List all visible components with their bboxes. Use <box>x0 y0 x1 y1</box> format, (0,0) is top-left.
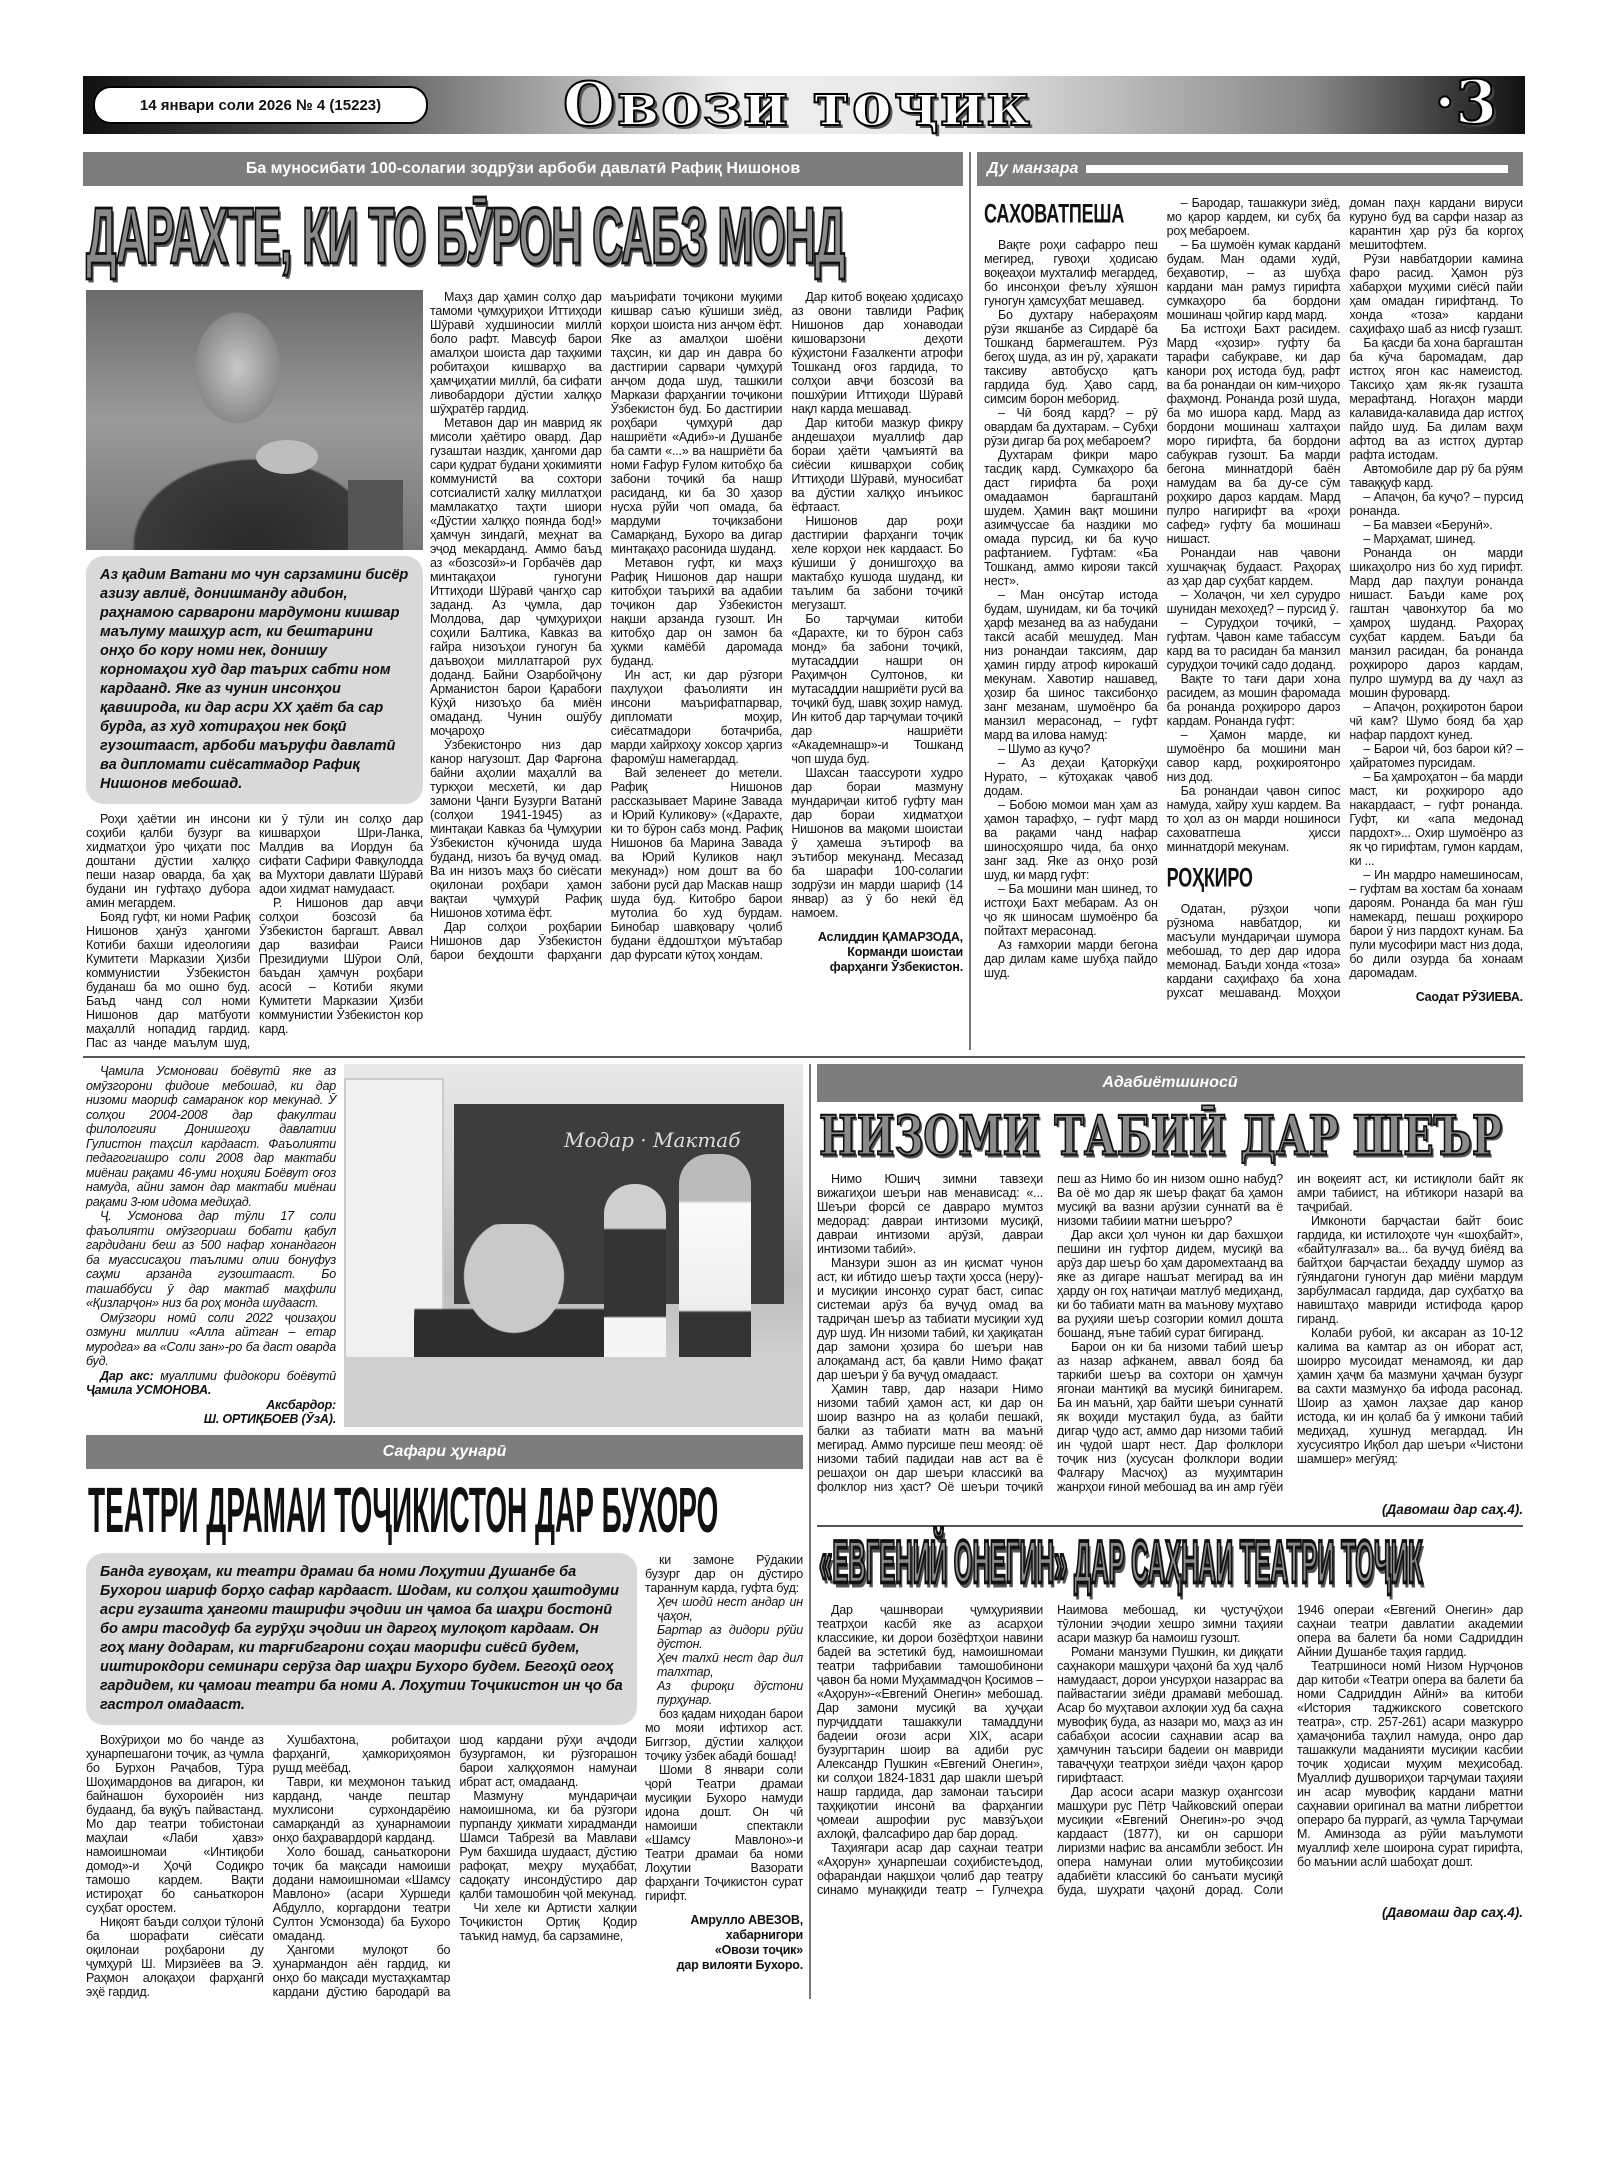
paragraph: Нишонов дар роҳи дастгирии фарҳанги тоҷик хеле корҳои нек кардааст. Бо кӯшиши ӯ донишгоҳҳо ва мактабҳо кушода шуданд, ки таълим ба забони тоҷикӣ мегузашт. <box>791 514 963 612</box>
theatre-left <box>86 1553 637 1999</box>
blackboard-text: Модар · Мактаб <box>564 1128 741 1152</box>
paragraph: Ронандаи нав ҷавони хушчақчақ будааст. Раҳораҳ аз ҳар дар суҳбат кардем. <box>1166 546 1341 588</box>
paragraph: Холо бошад, саньаткорони тоҷик ба мақсади намоиши додани намоишномаи «Шамсу Мавлоно» (асари Хуршеди Абдулло, коргардони театри Султон Усмонзода) ба Бухоро омаданд. <box>272 1844 451 1943</box>
paragraph: Омӯзгори номӣ соли 2022 ҷоизаҳои озмуни миллии «Алла айтган – етар муродга» ва «Соли зан»-ро ба даст оварда буд. <box>86 1310 336 1368</box>
issue-date <box>93 86 428 124</box>
paragraph: Колаби рубоӣ, ки аксаран аз 10-12 калима ва камтар аз он иборат аст, шоирро мусоидат менамояд, ки дар ҳамин ҳаҷм ба мазмуни ҳаҷман бузург ва сахти мазмунҳо ба ифода расонад. Шоир аз ҳамон лаҳзае дар канор истода, ки ин қолаб ба ӯ имкони табиӣ медиҳад, хушнуд мегардад. Ин хусусиятро Иқбол дар шеъри «Чистони шамшер» мегӯяд: <box>1297 1326 1523 1466</box>
paragraph: Ронанда он марди шикаҳолро низ бо худ гирифт. Мард дар паҳлуи ронанда нишаст. Баъди каме роҳ гаштан ҷавонхутор ба мо ҳамроҳ шуданд. Раҳораҳ суҳбат кардем. Баъди ба манзил расидан, ба ронанда роҳкироро дароз кардам, пулро шумурд ва ду чаҳл аз мошин фуровард. <box>1349 546 1523 700</box>
paragraph: – Шумо аз куҷо? <box>998 742 1091 756</box>
hand-shape <box>256 440 318 474</box>
main-article-body-a <box>86 812 423 1050</box>
paragraph: – Ба мавзеи «Берунӣ». <box>1363 518 1493 532</box>
paragraph: Чи хеле ки Артисти халқии Тоҷикистон Ортиқ Қодир таъкид намуд, ба сарзамине, <box>459 1900 637 1943</box>
verse-block <box>645 1595 803 1707</box>
continued-note: (Давомаш дар саҳ.4). <box>1382 1905 1523 1920</box>
paragraph: Р. Нишонов дар авҷи солҳои бозсозӣ ба Ӯзбекистон баргашт. Аввал дар вазифаи Раиси Президиуми Шӯрои Олӣ, баъдан ҳамчун роҳбари асосӣ – Котиби якуми Кумитети Марказии Ҳизби коммунистии Ӯзбекистон кор кард. <box>259 896 423 1036</box>
lead-quote: Аз қадим Ватани мо чун сарзамини бисёр азизу авлиё, донишманду адибон, раҳнамою сарварони мардумони кишвар маълуму машҳур аст, ки бештарини онҳо бо кору номи нек, донишу корномаҳои худ дар таърих сабти ном кардаанд. Яке аз чунин инсонҳои қавиирода, ки дар асри XX ҳаёт ба сар бурда, аз худ хотираҳои нек боқӣ гузоштааст, арбоби маъруфи давлатӣ ва дипломати сиёсатмадор Рафиқ Нишонов мебошад. <box>86 556 423 804</box>
paragraph: Ба ронандаи ҷавон сипос намуда, хайру хуш кардем. Ва то ҳол аз он марди ношиноси саховатпеша ҳисси миннатдорӣ мекунам. <box>1166 784 1341 854</box>
paragraph: – Холаҷон, чи хел сурудро шунидан мехоҳед? – пурсид ӯ. <box>1166 588 1341 616</box>
story-title-2-text: РОҲКИРО <box>1166 862 1253 893</box>
paragraph: Дар китоб воқеаю ҳодисаҳо аз овони тавлиди Рафиқ Нишонов дар хонаводаи кишоварзони деҳоти кӯҳистони Ғазалкенти атрофи Тошканд оғоз гардида, то солҳои авҷи бозсозӣ ва пошхӯрии Иттиҳоди Шӯравӣ нақл карда мешавад. <box>791 290 963 416</box>
teacher-photo <box>344 1064 803 1427</box>
paragraph: – Марҳамат, шинед. <box>1363 532 1476 546</box>
paragraph: Шоми 8 январи соли ҷорӣ Театри драмаи мусиқии Бухоро намуди идона дошт. Он чӣ намоиши спектакли «Шамсу Мавлоно»-и Театри драмаи ба номи Лоҳутии Вазорати фарҳанги Тоҷикистон сурат гирифт. <box>645 1762 803 1903</box>
author-name: Амрулло АВЕЗОВ, <box>690 1912 803 1927</box>
verse-line: Бартар аз дидори рӯйи дӯстон. <box>657 1622 803 1651</box>
paragraph: Маҳз дар ҳамин солҳо дар тамоми ҷумҳуриҳои Иттиҳоди Шӯравӣ худшиносии миллӣ боло рафт. Мавсуф барои амалҳои шоиста дар таҳкими робитаҳои кишварҳо ва ҳамҷиҳатии миллӣ, ба сифати ливобардори дӯстии халқҳо шӯҳратёр гардид. <box>430 290 602 416</box>
right-article <box>977 152 1523 1050</box>
onegin-text <box>817 1603 1523 1897</box>
paragraph: Ин аст, ки дар рӯзгори паҳлуҳои фаъолияти ин инсони маърифатпарвар, дипломати моҳир, сиёсатмадори ботачриба, марди хайрхоҳу хоксор ҳаргиз фаромӯш намегардад. <box>610 668 783 766</box>
onegin-body <box>817 1603 1523 1897</box>
main-left-block <box>86 290 423 1050</box>
continued-note: (Давомаш дар саҳ.4). <box>1382 1502 1523 1517</box>
paragraph: Вай зеленеет до метели. Рафиқ Нишонов рассказывает Марине Завада и Юрий Куликову» («Дарахте, ки то бӯрон сабз монд. Рафиқ Нишонов ба Марина Завада ва Юрий Куликов нақл мекунад») ном дошт ва бо забони русӣ дар Маскав нашр шуда буд. Китобро барои мутолиа бо худ бурдам. Бинобар шавқовару ҷолиб будани ёддоштҳои мӯътабар дар фурсати кӯтоҳ хондам. <box>610 766 783 962</box>
onegin-headline: «ЕВГЕНИЙ ОНЕГИН» ДАР САҲНАИ ТЕАТРИ ТОҶИК <box>819 1530 1423 1598</box>
issue-date-text: 14 январи соли 2026 № 4 (15223) <box>139 96 382 114</box>
paragraph: Ниқоят баъди солҳои тӯлонӣ ба шорафати сиёсати оқилонаи роҳбарони ду ҷумҳурӣ Ш. Мирзиёев ва Э. Раҳмон алоқаҳои фарҳангӣ эҳё гардид. <box>86 1914 264 1999</box>
paragraph: – Чӣ бояд кард? – рӯ овардам ба духтарам. – Субҳи рӯзи дигар ба роҳ мебароем? <box>984 406 1158 448</box>
literature-headline: НИЗОМИ ТАБИӢ ДАР ШЕЪР <box>819 1104 1503 1169</box>
photo-caption <box>86 1064 336 1427</box>
microphone-stand <box>348 480 403 550</box>
rubric-bar-theatre <box>86 1435 803 1469</box>
column-divider <box>969 152 971 1050</box>
literature-headline-wrap <box>819 1104 1523 1169</box>
story-title-1-text: САХОВАТПЕША <box>984 198 1125 229</box>
paragraph: – Апаҷон, ба куҷо? – пурсид ронанда. <box>1349 490 1523 518</box>
paragraph: Дар китоби мазкур фикру андешаҳои муаллиф дар бораи ҳаёти ҷамъиятӣ ва сиёсии кишварҳои собиқ Иттиҳоди Шӯравӣ, муносибат ва дӯстии халқҳо инъикос ёфтааст. <box>791 416 963 514</box>
paragraph: Хушбахтона, робитаҳои фарҳангӣ, ҳамкориҳоямон рушд меёбад. <box>272 1732 451 1775</box>
paragraph: Ҷамила Усмоноваи боёвутӣ яке аз омӯзгорони фидоие мебошад, ки дар низоми маориф самаранок кор мекунад. Ӯ солҳои 2004-2008 дар факултаи филологияи Донишгоҳи давлатии Гулистон таҳсил кардааст. Фаъолияти педагогиашро соли 2008 дар мактаби миёнаи рақами 46-уми ноҳияи Боёвут оғоз намуда, айни замон дар мактаби миёнаи рақами 3-юм идома медиҳад. <box>86 1064 336 1209</box>
right-article-body <box>977 196 1523 1005</box>
photo-desc: муаллими фидокори боёвутӣ <box>160 1368 337 1383</box>
main-article-columns <box>83 290 963 1050</box>
theatre-right-text <box>645 1553 803 1595</box>
theatre-body-right <box>645 1553 803 1999</box>
paragraph: – Ин мардро намешиносам, – гуфтам ва хостам ба хонаам дароям. Ронанда ба ман гӯш намекард, пешаш роҳкироро барои ӯ низ пардохт кунам. Ба пули мусофири маст низ дода, бо дили озурда ба хонаам даромадам. <box>1349 868 1523 980</box>
paragraph: – Ба шумоён кумак карданӣ будам. Ман одами худӣ, беҳавотир, – аз шубҳа кардани ман рамуз гирифта сумкаҳоро ба бордони мошинаш ҷойгир кард мард. <box>1166 238 1341 322</box>
paragraph: Дар акси ҳол чунон ки дар бахшҳои пешини ин гуфтор дидем, мусиқӣ ва арӯз дар шеър бо ҳам даромехтаанд ва яке аз дигаре нашъат мегирад ва ин ҳарду он гоҳ натиҷаи матлуб медиҳанд, ки бо табиати матн ва маънову муҳтаво ва руҳияи шеър созгории комил дошта бошанд, яъне табиӣ сурат бигиранд. <box>1057 1228 1283 1340</box>
main-text-part-1 <box>86 812 423 1050</box>
paragraph: Дар ҷашнвораи ҷумҳуриявии театрҳои касбӣ яке аз асарҳои классикие, ки дорои бозёфтҳои навини бадеӣ ва эстетикӣ буд, намоишномаи театри тафрибавии тамошобинони ҷавон ба номи Муҳаммадҷон Қосимов – «Аҳорун»-«Евгений Онегин» мебошад. Дар замони мусиқӣ ва ҳуҷҳаи пурҷиддати ташаккули тамаддуни бадеии оғози асри XIX, асари бузургтарин шоир ва адиби рус Александр Пушкин «Евгений Онегин», ки солҳои 1824-1831 дар шакли шеърӣ нашр гардида, дар замонаи таъсири таҳқиқотии инсонӣ ва фарҳангии ҷомеаи ашрофии рус мавзӯъҳои ахлоқӣ, фалсафиро дар бар дорад. <box>817 1603 1043 1841</box>
paragraph: Нимо Юшиҷ зимни тавзеҳи вижагиҳои шеъри нав менависад: «... Шеъри форсӣ се давраро мумтоз медорад: давраи интизоми мусиқӣ, давраи интизоми арӯзӣ, давраи интизоми табиӣ». <box>817 1172 1043 1256</box>
rubric-bar-right <box>977 152 1523 186</box>
desk <box>344 1357 803 1427</box>
paragraph: – Аз деҳаи Қаторкӯҳи Нурато, – кӯтоҳакак ҷавоб додам. <box>984 756 1158 798</box>
credit-label: Аксбардор: <box>266 1397 336 1412</box>
rubric-text: Ба муносибати 100-солагии зодрӯзи арбоби давлатӣ Рафиқ Нишонов <box>245 160 801 177</box>
portrait-photo <box>86 290 423 550</box>
rubric-text: Адабиётшиносӣ <box>1102 1074 1238 1091</box>
author-role: хабарнигори <box>725 1927 803 1942</box>
paragraph: Роҳи ҳаётии ин инсони соҳиби қалби бузург ва хидматҳои ӯро ҷиҳати пос доштани дӯстии халқҳо пеши назар оварда, ба ҳақ будани ин гуфтаҳо дубора амин мегардем. <box>86 812 250 910</box>
top-band <box>83 152 1525 1050</box>
theatre-right-text-2 <box>645 1707 803 1903</box>
paragraph: – Ҳамон марде, ки шумоёнро ба мошини ман савор кард, роҳкироятонро низ дод. <box>1166 728 1341 784</box>
paragraph: Театршиноси номӣ Низом Нурҷонов дар китоби «Театри опера ва балети ба номи Садриддин Айнӣ» ва китоби «История таджикского советского театра», стр. 257-261) асари мазкурро ҳамаҷониба таҳлил намуда, онро дар ташаккули маданияти мусиқии касбии тоҷик ҳодисаи муҳим меҳисобад. Муаллиф душвориҳои тарҷумаи таҳияи ин асар мувофиқ кардани матни саҳнавии оригинал ва матни либреттои операро ба пуррагӣ, аз ҷумла Тарҷумаи М. Аминзода аз рӯйи маълумоти муаллиф хеле шоирона сурат гирифта, бо маънии аслӣ шабоҳат дошт. <box>1297 1659 1523 1869</box>
paragraph: Романи манзуми Пушкин, ки диққати саҳнакори машҳури ҷаҳонӣ ба худ ҷалб намудааст, дорои унсурҳои назаррас ва пайвастагии зиёди драмавӣ мебошад. Асар бо муҳтавои ахлоқии худ ба саҳна мувофиқ буда, аз назари мо, маҳз аз ин сабабҳои асосии саҳнавии асар ва ҳамчунин таъсири бадеии он мавриди таваҷҷуҳи театрҳои зиёди ҷаҳон қарор гирифтааст. <box>1057 1645 1283 1785</box>
paragraph: – Ман онсӯтар истода будам, шунидам, ки ба тоҷикӣ ҳарф мезанед ва аз набудани таксӣ асабӣ мешудед. Ман низ ронандаи таксиям, дар ҳамин гирду атроф кирокашӣ мекунам. Хавотир нашавед, ҳозир ба шинос таксибонҳо занг мезанам, шумоёнро ба манзил мерасонад, – гуфт мард ва илова намуд: <box>984 588 1158 742</box>
paragraph: – Ба ҳамроҳатон – ба марди маст, ки роҳкироро адо накардааст, – гуфт ронанда. Гуфт, ки «апа медонад пардохт»... Охир шумоёнро аз як ҷо гирифтам, гумон кардам, ки ... <box>1349 770 1523 868</box>
lower-right <box>817 1064 1523 1999</box>
paragraph: Рӯзи навбатдории камина фаро расид. Ҳамон рӯз хабарҳои муҳими сиёсӣ пайи ҳам омадан гирифтанд. То хонда «тоза» кардани саҳифаҳо шаб аз нисф гузашт. <box>1349 252 1523 336</box>
rubric-line <box>1086 165 1508 173</box>
verse-line: Аз фироқи дӯстони пурҳунар. <box>657 1678 803 1707</box>
theatre-body <box>86 1733 637 1999</box>
main-article-body-b <box>430 290 963 1050</box>
paragraph: Вақте то тағи дари хона расидем, аз мошин фаромада ба ронанда роҳкироро дароз кардам. Ронанда гуфт: <box>1166 672 1341 728</box>
paragraph: Манзури эшон аз ин қисмат чунон аст, ки ибтидо шеър таҳти ҳосса (неру)-и мусиқии инсонҳо сурат баст, сипас системаи арӯз ба вуҷуд омад ва тадриҷан шеър аз табиати мусиқии худ дур шуд. Ин низоми табиӣ, ки ҳақиқатан дар замони ҳозира бо шеъри нав алоқаманд аст, ба қавли Нимо фақат дар шеъри ӯ ба вуҷуд омадааст. <box>817 1256 1043 1382</box>
theatre-headline-wrap <box>88 1473 803 1547</box>
paragraph: Метавон дар ин маврид як мисоли ҳаётиро овард. Дар гузаштаи наздик, ҳангоми дар сари қудрат будани ҳокимияти коммунистӣ ва сохтори сотсиалистӣ халқу миллатҳои мамлакатҳо таҳти шиори «Дӯстии халқҳо поянда бод!» ҳамчун зиндагӣ, меҳнат ва эҷод мекарданд. Аммо баъд аз «бозсозӣ»-и Горбачёв дар минтақаҳои гуногуни Иттиҳоди Шӯравӣ ҷангҳо сар заданд. Аз ҷумла, дар Молдова, дар ҷумҳуриҳои соҳили Балтика, Кавказ ва ғайра низоъҳои гуногун ба даъвоҳои миллатгароӣ рух доданд. Байни Озарбойҷону Арманистон барои Қарабоғи Кӯҳӣ низоъҳо ба миён омаданд. Чунин ошӯбу моҷароҳо <box>430 416 602 738</box>
paragraph: Имконоти барҷастаи байт боис гардида, ки истилоҳоте чун «шоҳбайт», «байтулғазал» ва... ба вуҷуд биёяд ва байтҳои барҷастаи беҳадду шумор аз гӯяндагони гуногун дар миёни мардум зарбулмасал гардида, дар суҳбатҳо ва навиштаҳо мавриди истифода қарор гиранд. <box>1297 1214 1523 1326</box>
paragraph: Таври, ки меҳмонон таъкид карданд, чанде пештар мухлисони сурхондарёию самарқандӣ аз ҳунарнамоии онҳо баҳравардорӣ карданд. <box>272 1774 451 1845</box>
paragraph: Бо тарҷумаи китоби «Дарахте, ки то бӯрон сабз монд» ба забони тоҷикӣ, мутасаддии нашри он Раҳимҷон Султонов, ки мутасаддии нашриёти русӣ ва тоҷикӣ буд, шавқ зоҳир намуд. Ин китоб дар тарҷумаи тоҷикӣ дар нашриёти «Академнашр»-и Тошканд чоп шуда буд. <box>791 612 963 766</box>
story-title-2 <box>1167 864 1341 894</box>
paragraph: – Сурудҳои тоҷикӣ, – гуфтам. Ҷавон каме табассум кард ва то расидан ба манзил сурудҳои тоҷикӣ садо доданд. <box>1166 616 1341 672</box>
verse-line: Ҳеч талхӣ нест дар дил талхтар, <box>657 1650 803 1679</box>
author-role: Корманди шоистаи фарҳанги Ӯзбекистон. <box>829 945 963 974</box>
paragraph: – Апаҷон, роҳкиротон барои чӣ кам? Шумо бояд ба ҳар нафар пардохт кунед. <box>1349 700 1523 742</box>
literature-text <box>817 1172 1523 1494</box>
paragraph: Автомобиле дар рӯ ба рӯям таваққуф кард. <box>1349 462 1523 490</box>
paragraph: Метавон гуфт, ки маҳз Рафиқ Нишонов дар нашри китобҳои таърихӣ ва адабии тоҷикон дар Ӯзбекистон нақши арзанда гузошт. Ин китобҳо дар он замон ба ҳукми камёбӣ даромада буданд. <box>610 556 783 668</box>
theatre-article <box>86 1553 803 1999</box>
paragraph: Вохӯриҳои мо бо чанде аз ҳунарпешагони тоҷик, аз ҷумла бо Бурхон Раҷабов, Тӯра Шоҳимардонов ва дигарон, ки байнашон бухороиён низ будаанд, ба вуқӯъ пайвастанд. Мо дар театри тобистонаи маҳлаи «Лаби ҳавз» намоишномаи «Интиқоби домод»-и Ҳоҷӣ Содиқро тамошо кардем. Вақти истироҳат бо саньаткорон суҳбат оростем. <box>86 1732 264 1915</box>
paragraph: Ӯзбекистонро низ дар канор нагузошт. Дар Фарғона байни аҳолии маҳаллӣ ва туркҳои месхетӣ, ки дар замони Ҷанги Бузурги Ватанӣ (солҳои 1941-1945) аз минтақаи Кавказ ба Ҷумҳурии Ӯзбекистон кӯчонида шуда буданд, низоъ ба вуҷуд омад. Ва ин низоъ маҳз бо сиёсати оқилонаи роҳбари ҳамон вақтаи ҷумҳурӣ Рафиқ Нишонов хотима ёфт. <box>430 738 602 920</box>
photo-credit <box>86 1398 336 1427</box>
newspaper-title: Овози тоҷик <box>563 70 1033 140</box>
paragraph: Таҳиягари асар дар саҳнаи театри «Аҳорун» ҳунарпешаи соҳибистеъдод, офарандаи нақшҳои ҷолиб дар театру синамо мунаққиди театр – Гулчеҳра Наимова мебошад, ки ҷустуҷӯҳои тӯлонии эҷодии хешро зимни таҳияи асари мазкур ба намоиш гузошт. <box>817 1603 1283 1897</box>
newspaper-page <box>83 68 1525 1999</box>
paragraph: Ҳамин тавр, дар назари Нимо низоми табиӣ ҳамон аст, ки дар он шоир вазнро на аз қолаби пешакӣ, балки аз табиати матн ва маънӣ мегирад. Аммо пурсише пеш меояд: оё низоми табиӣ падидаи нав аст ва ё решаҳои он дар шеъри классикӣ ва фолклор низ ҳаст? Оё шеъри тоҷикӣ пеш аз Нимо бо ин низом ошно набуд? Ва оё мо дар як шеър фақат ба ҳамон мусиқӣ ва вазни арӯзии суннатӣ ва ё низоми табиии матни шеърро? <box>817 1172 1283 1494</box>
paragraph: Ба истгоҳи Бахт расидем. Мард «ҳозир» гуфту ба тарафи сабукраве, ки дар канори роҳ истода буд, рафт ва ба ронандаи он ким-чиҳоро фаҳмонд. Ронанда розӣ шуда, ба мо ишора кард. Мард аз бордони мошинаш халтаҳои моро гирифта, ба бордони сабукрав гузошт. Ба марди бегона миннатдорӣ баён намудам ва ба ду-се сӯм роҳкиро дароз кардам. Мард пулро нагирифт ва «роҳи сафед» гуфту ба мошинаш нишаст. <box>1166 322 1341 546</box>
verse-line: Ҳеч шодӣ нест андар ин ҷаҳон, <box>657 1594 803 1623</box>
theatre-text <box>86 1733 637 1999</box>
paragraph: – Бобою момои ман ҳам аз ҳамон тарафҳо, – гуфт мард ва рақами чанд нафар шиносҳояшро чида, ба онҳо занг зад. Яке аз онҳо розӣ шуд, ки мард гуфт: <box>984 798 1158 882</box>
paragraph: Ҳангоми мулоқот бо ҳунармандон аён гардид, ки онҳо бо мақсади мустаҳкамтар кардани дӯстию бародарӣ ва шод кардани рӯҳи аҷдоди бузургамон, ки рӯзгорашон барои халқҳоямон намунаи ибрат аст, омадаанд. <box>272 1732 637 1999</box>
paragraph: Аз ғамхории марди бегона дар дилам каме шубҳа пайдо шуд. <box>984 938 1158 980</box>
credit-name: Ш. ОРТИҚБОЕВ (ӮзА). <box>203 1412 336 1426</box>
main-text-part-2 <box>430 290 602 738</box>
horizontal-rule <box>817 1525 1523 1527</box>
photo-label: Дар акс: <box>100 1368 154 1383</box>
paragraph: Бо духтару набераҳоям рӯзи якшанбе аз Сирдарё ба Тошканд бармегаштем. Рӯз бегоҳ шуда, аз ин рӯ, ҳаракати таксиву автобусҳо қатъ гардида буд. Ҳаво сард, симсим борон меборид. <box>984 308 1158 406</box>
story-title-1 <box>984 200 1158 230</box>
author-signature: Саодат РӮЗИЕВА. <box>1415 990 1523 1004</box>
paragraph: Ба қасди ба хона баргаштан ба кӯча баромадам, дар истгоҳ ягон кас намеистод. Таксиҳо ҳам як-як гузашта мерафтанд. Ногаҳон марди калавида-калавида дар истгоҳ пайдо шуд. Ба дилам ваҳм афтод ва аз истгоҳ дуртар рафта истодам. <box>1349 336 1523 462</box>
author-region: дар вилояти Бухоро. <box>676 1957 803 1972</box>
paragraph: Ҷ. Усмонова дар тӯли 17 соли фаъолияти омӯзгориаш бобати қабул гардидани беш аз 500 нафар хонандагон ба муассисаҳои таълими олии бонуфуз саҳми арзанда гузоштааст. Бо ташаббуси ӯ дар мактаб маҳфили «Қизларҷон» низ ба роҳ монда шудааст. <box>86 1209 336 1310</box>
paragraph: Бояд гуфт, ки номи Рафиқ Нишонов ҳанӯз ҳангоми Котиби бахши идеологияи Кумитети Марказии Ҳизби коммунистии Ӯзбекистон буданаш ба мо ошно буд. Баъд чанд сол номи Нишонов дар матбуоти маҳаллӣ нопадид гардид. Пас аз чанде маълум шуд, ки ӯ тӯли ин солҳо дар кишварҳои Шри-Ланка, Малдив ва Иордун ба сифати Сафири Фавқулодда ва Мухтори давлати Шӯравӣ адои хидмат намудааст. <box>86 812 423 1050</box>
theatre-intro: Банда гувоҳам, ки театри драмаи ба номи Лоҳутии Душанбе ба Бухорои шариф борҳо сафар кардааст. Шодам, ки солҳои ҳаштодуми асри гузашта ҳангоми ташрифи эҷодии ин ҷамоа ба шаҳри бостонӣ бо амри тасодуф ба гурӯҳи эҷодии ин даргоҳ мулоқот кардаам. Он гоҳ ману додарам, ки тарғибгарони соҳаи маорифи сиёсӣ будем, иштирокдори семинари серӯза дар шаҳри Бухоро будем. Бегоҳӣ огоҳ гардидем, ки ҷамоаи театри ба номи А. Лоҳутии Тоҷикистон ин ҷо ба гастрол омадааст. <box>86 1553 637 1725</box>
main-headline-wrap <box>86 192 963 282</box>
page-number: ·3 <box>1434 68 1497 138</box>
rubric-bar-main <box>83 152 963 186</box>
lower-left <box>83 1064 803 1999</box>
author-name: Аслиддин ҚАМАРЗОДА, <box>817 930 963 944</box>
rubric-bar-literature <box>817 1064 1523 1102</box>
paragraph: – Ба мошини ман шинед, то истгоҳи Бахт мебарам. Аз он ҷо як шиносам шумоёнро ба пойтахт мерасонад. <box>984 882 1158 938</box>
masthead <box>83 68 1525 140</box>
paragraph: Барои он ки ба низоми табиӣ шеър аз назар афканем, аввал бояд ба таркиби шеър ва сохтори он ҳамчун ягонаи мантиқӣ ва мусиқӣ бинигарем. Ба ин маънӣ, ҳар байти шеъри суннатӣ як воҳиди мустақил буда, аз байти дигар ҷудо аст, аммо дар низоми табиӣ ин ҷудоӣ шарт нест. Дар фолклори тоҷик низ (хусусан фолклори водии Фалғару Масчоҳ) аз муҳимтарин жанрҳои ғиноӣ мебошад ва ин амр гӯёи ин воқеият аст, ки истиқлоли байт як амри табиист, на ибтикори назарӣ ва таҷрибаӣ. <box>1057 1172 1523 1494</box>
paragraph: Дар солҳои роҳбарии Нишонов дар Ӯзбекистон барои беҳдошти фарҳанги маърифати тоҷикони муқими кишвар саъю кӯшиши зиёд, корҳои шоиста низ анҷом ёфт. Яке аз амалҳои шоёни таҳсин, ки дар ин давра бо дастгирии сарвари ҷумҳурӣ анҷом дода шуд, ташкили Маркази фарҳангии тоҷикони Ӯзбекистон буд. Бо дастгирии роҳбари ҷумҳурӣ дар нашриёти «Адиб»-и Душанбе ба самти «...» ва нашриёти ба номи Ғафур Ғулом китобҳо ба забони тоҷикӣ ба нашр расиданд, ки ба 30 ҳазор нусха рӯйи чоп омада, ба мардуми тоҷикзабони Самарқанд, Бухоро ва дигар минтақаҳо расонида шуданд. <box>430 290 783 962</box>
horizontal-rule <box>83 1056 1525 1058</box>
photo-name: Ҷамила УСМОНОВА. <box>86 1383 212 1397</box>
paragraph: Дар асоси асари мазкур оҳангсози машҳури рус Пётр Чайковский операи мусиқии «Евгений Онегин»-ро эҷод кардааст (1877), ки он саршори лиризми нафис ва ансамбли зебост. Ин опера намунаи олии мутобиқсозии адабиёти классикӣ бо санъати мусиқӣ буда, шуҳрати ҷаҳонӣ дорад. Соли 1946 операи «Евгений Онегин» дар саҳнаи театри давлатии академии опера ва балети ба номи Садриддин Айнии Душанбе таҳия гардид. <box>1057 1603 1523 1897</box>
paragraph: Шахсан таассуроти худро дар бораи мазмуну мундариҷаи китоб гуфту ман дар бораи хидматҳои Нишонов ва мақоми шоистаи ӯ ҳамеша эътироф ва эътибор мекунанд. Месазад ба шарафи 100-солагии зодрӯзи ин марди шариф (14 январ) аз ӯ бо некӣ ёд намоем. <box>791 766 963 920</box>
literature-body <box>817 1172 1523 1494</box>
author-signature <box>791 930 963 975</box>
author-paper: «Овози тоҷик» <box>714 1942 803 1957</box>
paragraph: Мазмуну мундариҷаи намоишнома, ки ба рӯзгори пурпанду ҳикмати хирадманди Шамси Табрезӣ ва Мавлави Рум бахшида шудааст, дӯстию рафоқат, меҳру муҳаббат, садоқату инсондӯстиро дар қалби тамошобин ҷой мекунад. <box>459 1788 637 1901</box>
paragraph: Одатан, рӯзҳои чопи рӯзнома навбатдор, ки масъули мундариҷаи шумора мебошад, то дер дар идора мемонад. Баъди хонда «тоза» кардани саҳифаҳо ба хона рухсат мешаванд. Моҳҳои доман паҳн кардани вируси куруно буд ва сарфи назар аз карантин ҳар рӯз ба коргоҳ мешитофтем. <box>1166 196 1523 1000</box>
author-signature <box>645 1913 803 1973</box>
paragraph: ки замоне Рӯдакии бузург дар он дӯстиро тараннум карда, гуфта буд: <box>645 1552 803 1595</box>
teacher-block <box>86 1064 803 1427</box>
onegin-headline-wrap <box>819 1530 1523 1598</box>
paragraph: – Барои чӣ, боз барои кӣ? – ҳайратомез пурсидам. <box>1349 742 1523 770</box>
paragraph: – Бародар, ташаккури зиёд, мо қарор кардем, ки субҳ ба роҳ мебароем. <box>1166 196 1341 238</box>
paragraph: боз қадам ниҳодан барои мо мояи ифтихор аст. Биггзор, дӯстии халқҳои тоҷику ӯзбек абадӣ бошад! <box>645 1706 803 1763</box>
caption-text <box>86 1064 336 1369</box>
rubric-text: Ду манзара <box>987 160 1079 177</box>
theatre-headline: ТЕАТРИ ДРАМАИ ТОҶИКИСТОН ДАР БУХОРО <box>88 1473 719 1546</box>
main-article <box>83 152 963 1050</box>
paragraph: Вақте роҳи сафарро пеш мегиред, гувоҳи ҳодисаю воқеаҳои мухталиф мегардед, бо инсонҳои феълу хӯяшон гуногун ҳамсуҳбат мешавед. <box>984 238 1158 308</box>
main-headline: ДАРАХТЕ, КИ ТО БӮРОН САБЗ МОНД <box>86 192 845 282</box>
rubric-text: Сафари ҳунарӣ <box>382 1442 507 1460</box>
lower-band <box>83 1064 1525 1999</box>
column-divider-lower <box>809 1064 811 1999</box>
paragraph: Духтарам фикри маро тасдиқ кард. Сумкаҳоро ба даст гирифта ба роҳи омадаамон баргаштанӣ шудем. Ҳамин вақт мошини азимҷуссае ба наздики мо омада пурсид, ки ба куҷо рафтанием. Гуфтам: «Ба Тошканд, аммо кирояи таксӣ нест». <box>984 448 1158 588</box>
